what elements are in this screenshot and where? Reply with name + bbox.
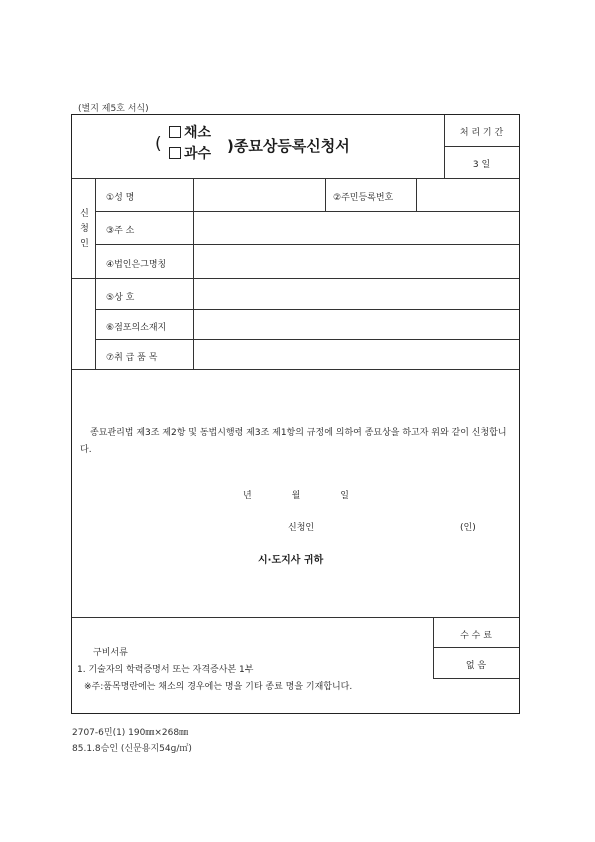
- processing-period-label: 처 리 기 간: [459, 128, 504, 138]
- items-handled-label: ⑦취 급 품 목: [106, 353, 158, 363]
- trade-name-field[interactable]: [194, 279, 518, 308]
- trade-name-label: ⑤상 호: [106, 293, 135, 303]
- required-documents-header: 구비서류: [93, 648, 128, 658]
- signer-label: 신청인: [288, 523, 315, 533]
- name-field[interactable]: [194, 179, 324, 210]
- divider: [433, 647, 519, 648]
- divider: [72, 369, 519, 370]
- day-label: 일: [340, 491, 349, 501]
- divider: [444, 146, 519, 147]
- seal-label: (인): [460, 523, 476, 533]
- title-text: )종묘상등록신청서: [227, 137, 350, 155]
- resident-number-field[interactable]: [417, 179, 518, 210]
- corporation-name-label: ④법인은그명칭: [106, 260, 167, 270]
- applicant-section-label: 신청인: [80, 209, 89, 249]
- title-options: [169, 123, 211, 165]
- address-label: ③주 소: [106, 226, 135, 236]
- year-label: 년: [243, 491, 252, 501]
- form-title: [155, 121, 435, 171]
- address-field[interactable]: [194, 212, 518, 243]
- month-label: 월: [291, 491, 301, 501]
- approval-note: 85.1.8승인 (신문용지54g/㎡): [72, 744, 192, 754]
- divider: [72, 617, 519, 618]
- print-spec: 2707-6민(1) 190㎜×268㎜: [72, 728, 189, 738]
- form-note: ※주:품목명란에는 채소의 경우에는 명을 기타 종료 명을 기재합니다.: [84, 682, 353, 692]
- corporation-name-field[interactable]: [194, 245, 518, 277]
- divider: [433, 678, 519, 679]
- option-fruit[interactable]: 과수: [169, 144, 211, 165]
- processing-period-value: 3 일: [472, 160, 491, 170]
- items-handled-field[interactable]: [194, 340, 518, 368]
- checkbox-icon: [169, 147, 181, 159]
- divider: [95, 178, 96, 369]
- name-label: ①성 명: [106, 193, 135, 203]
- application-statement: 종묘관리법 제3조 제2항 및 동법시행령 제3조 제1항의 규정에 의하여 종묘상을 하고자 위와 같이 신청합니다.: [80, 428, 507, 455]
- option-vegetable[interactable]: 채소: [169, 123, 211, 144]
- fee-value: 없 음: [465, 661, 487, 671]
- form-number-label: (별지 제5호 서식): [78, 104, 149, 114]
- required-document-item: 1. 기술자의 학력증명서 또는 자격증사본 1부: [77, 665, 254, 675]
- divider: [325, 178, 326, 211]
- store-location-field[interactable]: [194, 310, 518, 338]
- fee-label: 수 수 료: [460, 631, 492, 641]
- addressee: 시·도지사 귀하: [258, 555, 324, 566]
- resident-number-label: ②주민등록번호: [333, 193, 394, 203]
- title-open-paren: (: [155, 134, 162, 154]
- store-location-label: ⑥점포의소재지: [106, 323, 167, 333]
- date-line: [243, 488, 349, 501]
- checkbox-icon: [169, 126, 181, 138]
